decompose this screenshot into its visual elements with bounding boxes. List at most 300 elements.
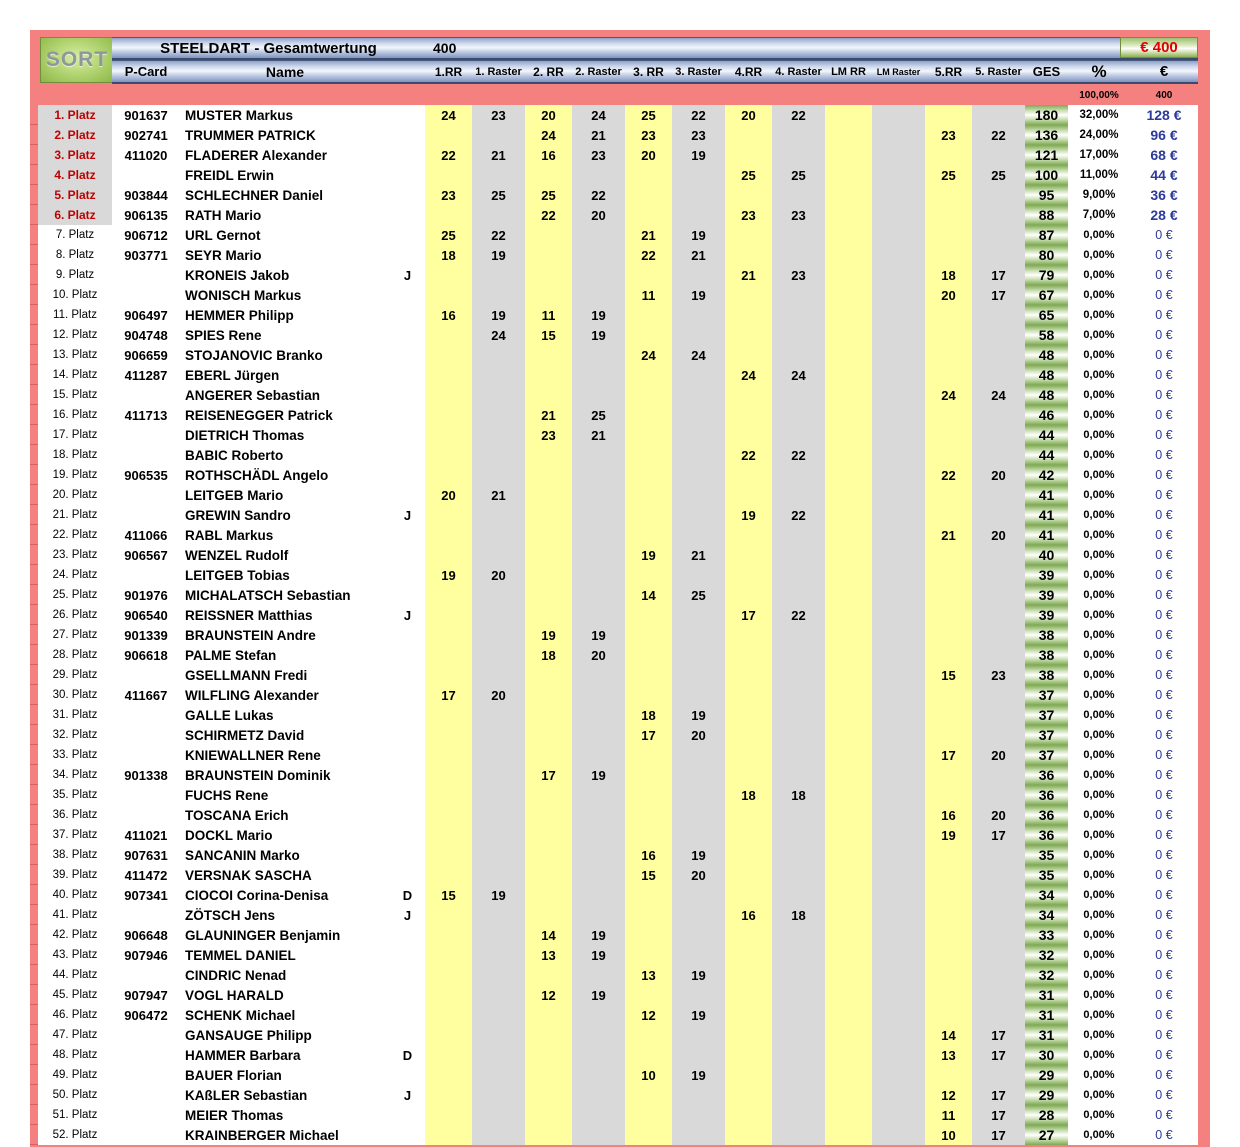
rr-5-cell[interactable]: 20 [925, 285, 972, 305]
rr-5-cell[interactable] [925, 505, 972, 525]
lm-rr-cell[interactable] [825, 565, 872, 585]
lm-raster-cell[interactable] [872, 865, 925, 885]
rr-4-cell[interactable] [725, 805, 772, 825]
rr-3-cell[interactable] [625, 485, 672, 505]
rr-5-cell[interactable] [925, 245, 972, 265]
lm-rr-cell[interactable] [825, 625, 872, 645]
raster-5-cell[interactable] [972, 105, 1025, 125]
raster-5-cell[interactable] [972, 205, 1025, 225]
pcard-cell[interactable] [112, 425, 180, 445]
euro-cell[interactable]: 0 € [1130, 1005, 1198, 1025]
lm-raster-cell[interactable] [872, 765, 925, 785]
rr-4-cell[interactable] [725, 685, 772, 705]
raster-1-cell[interactable] [472, 465, 525, 485]
raster-2-cell[interactable] [572, 1005, 625, 1025]
raster-5-cell[interactable] [972, 585, 1025, 605]
percent-cell[interactable]: 11,00% [1068, 165, 1130, 185]
marker-cell[interactable] [390, 705, 425, 725]
platz-cell[interactable]: 12. Platz [38, 325, 112, 345]
pcard-cell[interactable]: 901976 [112, 585, 180, 605]
raster-3-cell[interactable] [672, 1025, 725, 1045]
ges-cell[interactable]: 30 [1025, 1045, 1068, 1065]
ges-cell[interactable]: 31 [1025, 985, 1068, 1005]
ges-cell[interactable]: 80 [1025, 245, 1068, 265]
raster-4-cell[interactable] [772, 1045, 825, 1065]
raster-4-cell[interactable] [772, 285, 825, 305]
rr-4-cell[interactable] [725, 1105, 772, 1125]
euro-cell[interactable]: 0 € [1130, 445, 1198, 465]
platz-cell[interactable]: 44. Platz [38, 965, 112, 985]
raster-5-cell[interactable]: 17 [972, 1045, 1025, 1065]
rr-3-cell[interactable] [625, 805, 672, 825]
rr-1-cell[interactable] [425, 1065, 472, 1085]
rr-4-cell[interactable] [725, 1005, 772, 1025]
rr-4-cell[interactable] [725, 825, 772, 845]
marker-cell[interactable] [390, 405, 425, 425]
col-header-pcard[interactable]: P-Card [124, 64, 168, 79]
lm-raster-cell[interactable] [872, 605, 925, 625]
rr-1-cell[interactable] [425, 365, 472, 385]
raster-5-cell[interactable] [972, 625, 1025, 645]
raster-2-cell[interactable]: 22 [572, 185, 625, 205]
rr-4-cell[interactable] [725, 425, 772, 445]
raster-1-cell[interactable] [472, 865, 525, 885]
percent-cell[interactable]: 0,00% [1068, 245, 1130, 265]
rr-1-cell[interactable] [425, 425, 472, 445]
name-cell[interactable]: GLAUNINGER Benjamin [180, 925, 390, 945]
pcard-cell[interactable]: 901339 [112, 625, 180, 645]
raster-4-cell[interactable] [772, 185, 825, 205]
raster-5-cell[interactable] [972, 1005, 1025, 1025]
raster-5-cell[interactable] [972, 845, 1025, 865]
rr-5-cell[interactable] [925, 845, 972, 865]
rr-5-cell[interactable] [925, 685, 972, 705]
raster-4-cell[interactable]: 23 [772, 265, 825, 285]
euro-cell[interactable]: 0 € [1130, 465, 1198, 485]
rr-1-cell[interactable] [425, 385, 472, 405]
rr-4-cell[interactable] [725, 965, 772, 985]
rr-5-cell[interactable]: 14 [925, 1025, 972, 1045]
name-cell[interactable]: MICHALATSCH Sebastian [180, 585, 390, 605]
rr-1-cell[interactable]: 17 [425, 685, 472, 705]
raster-5-cell[interactable] [972, 885, 1025, 905]
raster-4-cell[interactable] [772, 465, 825, 485]
rr-5-cell[interactable] [925, 945, 972, 965]
raster-2-cell[interactable] [572, 545, 625, 565]
rr-2-cell[interactable] [525, 605, 572, 625]
rr-2-cell[interactable] [525, 905, 572, 925]
marker-cell[interactable] [390, 805, 425, 825]
marker-cell[interactable] [390, 1005, 425, 1025]
rr-5-cell[interactable]: 23 [925, 125, 972, 145]
lm-raster-cell[interactable] [872, 385, 925, 405]
percent-cell[interactable]: 0,00% [1068, 565, 1130, 585]
name-cell[interactable]: STOJANOVIC Branko [180, 345, 390, 365]
raster-5-cell[interactable] [972, 425, 1025, 445]
raster-4-cell[interactable] [772, 425, 825, 445]
lm-rr-cell[interactable] [825, 405, 872, 425]
raster-4-cell[interactable] [772, 1005, 825, 1025]
raster-2-cell[interactable]: 19 [572, 925, 625, 945]
euro-cell[interactable]: 0 € [1130, 1125, 1198, 1145]
ges-cell[interactable]: 37 [1025, 745, 1068, 765]
raster-5-cell[interactable]: 17 [972, 825, 1025, 845]
euro-cell[interactable]: 44 € [1130, 165, 1198, 185]
platz-cell[interactable]: 34. Platz [38, 765, 112, 785]
raster-4-cell[interactable] [772, 225, 825, 245]
percent-cell[interactable]: 0,00% [1068, 345, 1130, 365]
rr-3-cell[interactable] [625, 825, 672, 845]
raster-1-cell[interactable] [472, 925, 525, 945]
raster-2-cell[interactable] [572, 345, 625, 365]
platz-cell[interactable]: 40. Platz [38, 885, 112, 905]
euro-cell[interactable]: 0 € [1130, 1045, 1198, 1065]
rr-4-cell[interactable] [725, 225, 772, 245]
ges-cell[interactable]: 39 [1025, 585, 1068, 605]
ges-cell[interactable]: 38 [1025, 665, 1068, 685]
ges-cell[interactable]: 41 [1025, 505, 1068, 525]
percent-cell[interactable]: 7,00% [1068, 205, 1130, 225]
rr-5-cell[interactable] [925, 865, 972, 885]
marker-cell[interactable] [390, 985, 425, 1005]
marker-cell[interactable] [390, 245, 425, 265]
euro-cell[interactable]: 0 € [1130, 365, 1198, 385]
lm-raster-cell[interactable] [872, 1025, 925, 1045]
pcard-cell[interactable]: 411713 [112, 405, 180, 425]
percent-cell[interactable]: 0,00% [1068, 865, 1130, 885]
percent-cell[interactable]: 0,00% [1068, 465, 1130, 485]
pcard-cell[interactable] [112, 565, 180, 585]
raster-5-cell[interactable] [972, 545, 1025, 565]
col-header-lm-rr[interactable]: LM RR [831, 65, 866, 78]
raster-1-cell[interactable]: 24 [472, 325, 525, 345]
rr-5-cell[interactable]: 25 [925, 165, 972, 185]
rr-2-cell[interactable] [525, 465, 572, 485]
raster-4-cell[interactable] [772, 1105, 825, 1125]
raster-1-cell[interactable] [472, 505, 525, 525]
name-cell[interactable]: FUCHS Rene [180, 785, 390, 805]
lm-raster-cell[interactable] [872, 845, 925, 865]
raster-4-cell[interactable]: 18 [772, 785, 825, 805]
pcard-cell[interactable] [112, 1105, 180, 1125]
raster-4-cell[interactable] [772, 705, 825, 725]
percent-cell[interactable]: 0,00% [1068, 545, 1130, 565]
ges-cell[interactable]: 33 [1025, 925, 1068, 945]
rr-5-cell[interactable] [925, 305, 972, 325]
ges-cell[interactable]: 37 [1025, 725, 1068, 745]
rr-2-cell[interactable] [525, 445, 572, 465]
raster-5-cell[interactable] [972, 725, 1025, 745]
percent-cell[interactable]: 0,00% [1068, 1085, 1130, 1105]
platz-cell[interactable]: 29. Platz [38, 665, 112, 685]
raster-1-cell[interactable] [472, 825, 525, 845]
rr-1-cell[interactable] [425, 665, 472, 685]
rr-3-cell[interactable] [625, 425, 672, 445]
raster-4-cell[interactable] [772, 1025, 825, 1045]
percent-cell[interactable]: 0,00% [1068, 745, 1130, 765]
rr-5-cell[interactable]: 22 [925, 465, 972, 485]
rr-2-cell[interactable] [525, 725, 572, 745]
rr-1-cell[interactable] [425, 405, 472, 425]
lm-raster-cell[interactable] [872, 485, 925, 505]
raster-5-cell[interactable] [972, 945, 1025, 965]
raster-5-cell[interactable]: 17 [972, 1105, 1025, 1125]
rr-4-cell[interactable] [725, 305, 772, 325]
rr-3-cell[interactable] [625, 905, 672, 925]
name-cell[interactable]: KRAINBERGER Michael [180, 1125, 390, 1145]
platz-cell[interactable]: 43. Platz [38, 945, 112, 965]
raster-4-cell[interactable]: 22 [772, 105, 825, 125]
col-header-rr-4[interactable]: 4.RR [734, 64, 763, 79]
rr-3-cell[interactable] [625, 645, 672, 665]
platz-cell[interactable]: 51. Platz [38, 1105, 112, 1125]
name-cell[interactable]: TOSCANA Erich [180, 805, 390, 825]
raster-3-cell[interactable] [672, 405, 725, 425]
percent-cell[interactable]: 0,00% [1068, 705, 1130, 725]
marker-cell[interactable] [390, 1105, 425, 1125]
raster-2-cell[interactable] [572, 525, 625, 545]
raster-1-cell[interactable] [472, 705, 525, 725]
euro-cell[interactable]: 0 € [1130, 725, 1198, 745]
raster-3-cell[interactable] [672, 205, 725, 225]
pcard-cell[interactable] [112, 1025, 180, 1045]
marker-cell[interactable]: J [390, 605, 425, 625]
raster-1-cell[interactable] [472, 405, 525, 425]
pcard-cell[interactable]: 904748 [112, 325, 180, 345]
rr-5-cell[interactable] [925, 565, 972, 585]
lm-raster-cell[interactable] [872, 665, 925, 685]
raster-1-cell[interactable] [472, 585, 525, 605]
lm-raster-cell[interactable] [872, 1065, 925, 1085]
lm-raster-cell[interactable] [872, 505, 925, 525]
rr-2-cell[interactable] [525, 1065, 572, 1085]
raster-2-cell[interactable] [572, 745, 625, 765]
raster-3-cell[interactable]: 25 [672, 585, 725, 605]
rr-5-cell[interactable]: 12 [925, 1085, 972, 1105]
marker-cell[interactable] [390, 1065, 425, 1085]
ges-cell[interactable]: 180 [1025, 105, 1068, 125]
rr-2-cell[interactable] [525, 345, 572, 365]
platz-cell[interactable]: 11. Platz [38, 305, 112, 325]
platz-cell[interactable]: 33. Platz [38, 745, 112, 765]
lm-rr-cell[interactable] [825, 645, 872, 665]
raster-4-cell[interactable]: 22 [772, 445, 825, 465]
pcard-cell[interactable]: 906648 [112, 925, 180, 945]
marker-cell[interactable] [390, 445, 425, 465]
raster-1-cell[interactable] [472, 285, 525, 305]
col-header-raster-3[interactable]: 3. Raster [675, 65, 722, 78]
rr-5-cell[interactable] [925, 985, 972, 1005]
lm-rr-cell[interactable] [825, 765, 872, 785]
platz-cell[interactable]: 48. Platz [38, 1045, 112, 1065]
rr-5-cell[interactable]: 15 [925, 665, 972, 685]
raster-1-cell[interactable]: 25 [472, 185, 525, 205]
raster-3-cell[interactable] [672, 665, 725, 685]
raster-4-cell[interactable] [772, 545, 825, 565]
rr-2-cell[interactable]: 24 [525, 125, 572, 145]
euro-cell[interactable]: 0 € [1130, 1085, 1198, 1105]
platz-cell[interactable]: 30. Platz [38, 685, 112, 705]
rr-2-cell[interactable] [525, 165, 572, 185]
rr-2-cell[interactable] [525, 265, 572, 285]
pcard-cell[interactable] [112, 1065, 180, 1085]
rr-3-cell[interactable] [625, 405, 672, 425]
marker-cell[interactable] [390, 525, 425, 545]
marker-cell[interactable] [390, 325, 425, 345]
percent-cell[interactable]: 0,00% [1068, 325, 1130, 345]
raster-4-cell[interactable] [772, 985, 825, 1005]
platz-cell[interactable]: 15. Platz [38, 385, 112, 405]
raster-5-cell[interactable]: 23 [972, 665, 1025, 685]
platz-cell[interactable]: 46. Platz [38, 1005, 112, 1025]
rr-2-cell[interactable] [525, 865, 572, 885]
euro-cell[interactable]: 0 € [1130, 545, 1198, 565]
rr-5-cell[interactable]: 13 [925, 1045, 972, 1065]
rr-3-cell[interactable] [625, 305, 672, 325]
rr-2-cell[interactable] [525, 805, 572, 825]
ges-cell[interactable]: 39 [1025, 605, 1068, 625]
rr-3-cell[interactable] [625, 325, 672, 345]
rr-2-cell[interactable]: 15 [525, 325, 572, 345]
rr-4-cell[interactable] [725, 1085, 772, 1105]
rr-4-cell[interactable] [725, 545, 772, 565]
col-header-rr-5[interactable]: 5.RR [934, 64, 963, 79]
rr-1-cell[interactable] [425, 785, 472, 805]
lm-rr-cell[interactable] [825, 305, 872, 325]
raster-4-cell[interactable] [772, 925, 825, 945]
percent-cell[interactable]: 0,00% [1068, 645, 1130, 665]
raster-1-cell[interactable] [472, 905, 525, 925]
raster-4-cell[interactable] [772, 305, 825, 325]
platz-cell[interactable]: 19. Platz [38, 465, 112, 485]
raster-3-cell[interactable] [672, 265, 725, 285]
name-cell[interactable]: SCHENK Michael [180, 1005, 390, 1025]
raster-1-cell[interactable] [472, 425, 525, 445]
raster-2-cell[interactable] [572, 885, 625, 905]
lm-raster-cell[interactable] [872, 625, 925, 645]
platz-cell[interactable]: 2. Platz [38, 125, 112, 145]
rr-1-cell[interactable] [425, 925, 472, 945]
pcard-cell[interactable]: 902741 [112, 125, 180, 145]
rr-2-cell[interactable] [525, 545, 572, 565]
raster-4-cell[interactable] [772, 1125, 825, 1145]
lm-rr-cell[interactable] [825, 525, 872, 545]
raster-5-cell[interactable] [972, 305, 1025, 325]
euro-cell[interactable]: 0 € [1130, 665, 1198, 685]
raster-1-cell[interactable] [472, 1025, 525, 1045]
raster-3-cell[interactable] [672, 985, 725, 1005]
rr-5-cell[interactable] [925, 405, 972, 425]
rr-3-cell[interactable] [625, 505, 672, 525]
pcard-cell[interactable]: 906535 [112, 465, 180, 485]
euro-cell[interactable]: 96 € [1130, 125, 1198, 145]
ges-cell[interactable]: 28 [1025, 1105, 1068, 1125]
rr-1-cell[interactable]: 19 [425, 565, 472, 585]
raster-3-cell[interactable]: 21 [672, 545, 725, 565]
lm-rr-cell[interactable] [825, 265, 872, 285]
lm-raster-cell[interactable] [872, 985, 925, 1005]
raster-2-cell[interactable] [572, 965, 625, 985]
raster-3-cell[interactable] [672, 905, 725, 925]
lm-rr-cell[interactable] [825, 245, 872, 265]
name-cell[interactable]: WONISCH Markus [180, 285, 390, 305]
rr-4-cell[interactable] [725, 125, 772, 145]
marker-cell[interactable] [390, 465, 425, 485]
raster-3-cell[interactable] [672, 1085, 725, 1105]
name-cell[interactable]: RABL Markus [180, 525, 390, 545]
raster-5-cell[interactable] [972, 645, 1025, 665]
euro-cell[interactable]: 0 € [1130, 425, 1198, 445]
rr-4-cell[interactable] [725, 1065, 772, 1085]
raster-1-cell[interactable]: 19 [472, 305, 525, 325]
lm-rr-cell[interactable] [825, 225, 872, 245]
rr-5-cell[interactable] [925, 205, 972, 225]
lm-rr-cell[interactable] [825, 965, 872, 985]
ges-cell[interactable]: 34 [1025, 905, 1068, 925]
name-cell[interactable]: TRUMMER PATRICK [180, 125, 390, 145]
pcard-cell[interactable] [112, 265, 180, 285]
raster-1-cell[interactable] [472, 985, 525, 1005]
raster-5-cell[interactable]: 20 [972, 465, 1025, 485]
ges-cell[interactable]: 31 [1025, 1025, 1068, 1045]
percent-cell[interactable]: 0,00% [1068, 525, 1130, 545]
rr-5-cell[interactable] [925, 485, 972, 505]
raster-1-cell[interactable] [472, 1065, 525, 1085]
rr-4-cell[interactable] [725, 565, 772, 585]
percent-cell[interactable]: 0,00% [1068, 965, 1130, 985]
rr-4-cell[interactable]: 24 [725, 365, 772, 385]
lm-rr-cell[interactable] [825, 825, 872, 845]
raster-4-cell[interactable] [772, 885, 825, 905]
name-cell[interactable]: REISENEGGER Patrick [180, 405, 390, 425]
col-header-raster-1[interactable]: 1. Raster [475, 65, 522, 78]
rr-1-cell[interactable] [425, 1085, 472, 1105]
raster-3-cell[interactable] [672, 485, 725, 505]
rr-3-cell[interactable]: 24 [625, 345, 672, 365]
raster-5-cell[interactable]: 24 [972, 385, 1025, 405]
raster-3-cell[interactable] [672, 805, 725, 825]
rr-1-cell[interactable] [425, 625, 472, 645]
raster-1-cell[interactable] [472, 125, 525, 145]
percent-cell[interactable]: 0,00% [1068, 405, 1130, 425]
pcard-cell[interactable]: 907947 [112, 985, 180, 1005]
pcard-cell[interactable] [112, 745, 180, 765]
marker-cell[interactable]: D [390, 885, 425, 905]
rr-5-cell[interactable] [925, 545, 972, 565]
raster-1-cell[interactable] [472, 665, 525, 685]
rr-1-cell[interactable] [425, 645, 472, 665]
rr-1-cell[interactable] [425, 125, 472, 145]
percent-cell[interactable]: 0,00% [1068, 665, 1130, 685]
euro-cell[interactable]: 0 € [1130, 805, 1198, 825]
lm-raster-cell[interactable] [872, 705, 925, 725]
name-cell[interactable]: SCHLECHNER Daniel [180, 185, 390, 205]
raster-1-cell[interactable] [472, 345, 525, 365]
raster-3-cell[interactable]: 24 [672, 345, 725, 365]
raster-4-cell[interactable] [772, 525, 825, 545]
rr-1-cell[interactable]: 23 [425, 185, 472, 205]
rr-2-cell[interactable] [525, 685, 572, 705]
raster-1-cell[interactable] [472, 725, 525, 745]
raster-1-cell[interactable] [472, 545, 525, 565]
raster-5-cell[interactable]: 20 [972, 805, 1025, 825]
rr-2-cell[interactable] [525, 365, 572, 385]
rr-1-cell[interactable] [425, 965, 472, 985]
raster-2-cell[interactable]: 20 [572, 645, 625, 665]
raster-4-cell[interactable] [772, 145, 825, 165]
rr-3-cell[interactable] [625, 385, 672, 405]
pcard-cell[interactable]: 907946 [112, 945, 180, 965]
